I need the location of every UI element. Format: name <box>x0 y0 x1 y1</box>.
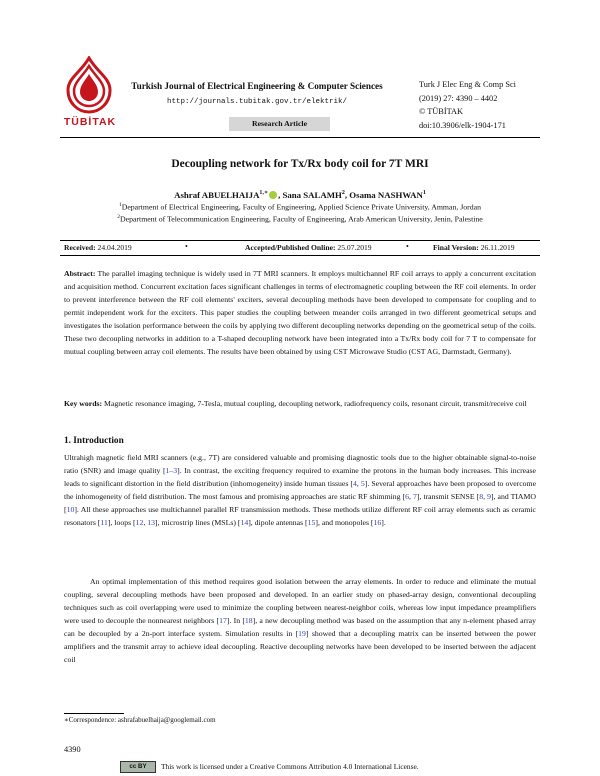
author-sup: 1,∗ <box>259 190 269 196</box>
citation-ref-link[interactable]: 16 <box>373 518 382 527</box>
abstract-text: The parallel imaging technique is widely used in 7T MRI scanners. It employs multichannel RF coil arrays to apply a concurrent excitation and acquisition method. Concurrent excitation faces significant challenges in terms of electromagnetic coupling between the RF coil elements. In order to prevent interference between the RF coil elements' exciters, several decoupling methods have been developed to compensate for coupling and to permit independent work for the exciters. This paper studies the coupling between meander coils arranged in two different geometrical setups and investigates the isolation performance between the coils by applying two different decoupling networks depending on the geometrical setup of the coils. These two decoupling networks in addition to a T-shaped decoupling network have been integrated into a Tx/Rx body coil for 7 T to compensate for mutual coupling between array coil elements. The results have been obtained by using CST Microwave Studio (CST AG, Darmstadt, Germany). <box>64 269 536 356</box>
citation-ref-link[interactable]: 4 <box>353 479 357 488</box>
keywords <box>64 397 536 410</box>
citation-publisher: © TÜBİTAK <box>419 107 463 116</box>
citation-ref-link[interactable]: 7 <box>413 492 417 501</box>
citation-ref-link[interactable]: 9 <box>487 492 491 501</box>
author-sup: 1 <box>422 190 426 196</box>
correspondence-footnote: ∗Correspondence: ashrafabuelhaija@googlemail.com <box>64 716 216 724</box>
paragraph-text: , <box>143 518 148 527</box>
cc-license-badge[interactable]: cc BY <box>120 761 156 773</box>
paragraph-text: ], and TIAMO [ <box>64 492 536 514</box>
paragraph-text: ]. In contrast, the exciting frequency required to examine the protons in the human body increases. This increase leads to significant distortion in the field distribution (inhomogeneity) inside human tissues [ <box>64 466 536 488</box>
paper-title: Decoupling network for Tx/Rx body coil for 7T MRI <box>171 158 429 170</box>
received-date <box>64 243 132 252</box>
paragraph-text: ] showed that a decoupling matrix can be inserted between the power amplifiers and the transmit array to achieve ideal decoupling. Reactive decoupling networks have been developed to be inserted between the adjacent coil <box>64 629 536 664</box>
abstract-label: Abstract: <box>64 269 96 278</box>
affiliation-sup: 1 <box>118 202 122 208</box>
journal-url-link[interactable]: http://journals.tubitak.gov.tr/elektrik/ <box>166 98 348 106</box>
citation-doi-link[interactable]: doi:10.3906/elk-1904-171 <box>419 121 506 130</box>
citation-ref-link[interactable]: 15 <box>307 518 316 527</box>
affiliation <box>60 202 540 212</box>
received-label: Received: <box>64 243 96 252</box>
paragraph-text: , <box>356 479 361 488</box>
author-separator: , <box>278 189 281 200</box>
paragraph-text: ], microstrip lines (MSLs) [ <box>155 518 241 527</box>
abstract <box>64 267 536 358</box>
author-name: Ashraf ABUELHAIJA <box>174 189 260 200</box>
final-value: 26.11.2019 <box>480 243 515 252</box>
paragraph-text: ], and monopoles [ <box>315 518 374 527</box>
citation-ref-link[interactable]: 17 <box>219 616 227 625</box>
paragraph-text: ], loops [ <box>107 518 136 527</box>
dates-divider-top <box>60 240 540 241</box>
citation-ref-link[interactable]: 5 <box>360 479 365 488</box>
date-bullet: • <box>185 242 188 251</box>
affiliation-text: Department of Telecommunication Engineering, Faculty of Engineering, Arab American University, Jenin, Palestine <box>119 214 483 224</box>
orcid-icon[interactable] <box>269 191 277 199</box>
journal-name: Turkish Journal of Electrical Engineering & Computer Sciences <box>131 81 383 91</box>
article-type-badge: Research Article <box>229 117 330 131</box>
citation-ref-link[interactable]: 14 <box>240 518 249 527</box>
paragraph-text: Ultrahigh magnetic field MRI scanners (e.g., 7T) are considered valuable and promising diagnostic tools due to the higher obtainable signal-to-noise ratio (SNR) and image quality [ <box>64 453 536 475</box>
citation-ref-link[interactable]: 1–3 <box>165 466 178 475</box>
keywords-text: Magnetic resonance imaging, 7-Tesla, mutual coupling, decoupling network, radiofrequency coils, resonant circuit, transmit/receive coil <box>104 399 527 408</box>
keywords-label: Key words: <box>64 399 103 408</box>
paragraph-text: ], dipole antennas [ <box>248 518 308 527</box>
accepted-date <box>245 243 372 252</box>
affiliation-text: Department of Electrical Engineering, Faculty of Engineering, Applied Science Private University, Amman, Jordan <box>121 202 482 212</box>
accepted-value: 25.07.2019 <box>337 243 372 252</box>
paragraph-text: ]. All these approaches use multichannel parallel RF transmission methods. These methods utilize different RF coil array elements such as ceramic resonators [ <box>64 505 536 527</box>
citation-ref-link[interactable]: 18 <box>244 616 253 625</box>
author-name: Osama NASHWAN <box>349 189 423 200</box>
dates-divider-bottom <box>60 255 540 256</box>
citation-journal: Turk J Elec Eng & Comp Sci <box>419 80 516 89</box>
date-bullet: • <box>406 242 409 251</box>
citation-ref-link[interactable]: 13 <box>147 518 155 527</box>
paragraph-text: , <box>483 492 488 501</box>
received-value: 24.04.2019 <box>97 243 132 252</box>
citation-ref-link[interactable]: 19 <box>298 629 306 638</box>
paragraph-text: ]. Several approaches have been proposed to overcome the inhomogeneity of field distribution. The most famous and promising approaches are static RF shimming [ <box>64 479 537 501</box>
intro-paragraph-1 <box>64 451 536 529</box>
tubitak-logo-icon <box>66 56 112 114</box>
license-text: This work is licensed under a Creative Commons Attribution 4.0 International License. <box>161 762 419 771</box>
paragraph-text: ]. <box>381 518 386 527</box>
page-number: 4390 <box>64 745 81 754</box>
author-name: Sana SALAMH <box>282 189 342 200</box>
paragraph-text: ]. In [ <box>226 616 245 625</box>
author-list <box>60 189 540 200</box>
affiliation <box>60 214 540 224</box>
citation-ref-link[interactable]: 12 <box>135 518 144 527</box>
paragraph-text: ], a new decoupling method was based on the assumption that any n-element phased array can be decoupled by a 2n-port interface system. Simulation results in [ <box>64 616 536 638</box>
header-divider <box>60 137 540 138</box>
citation-volume-pages: (2019) 27: 4390 – 4402 <box>419 94 498 103</box>
citation-ref-link[interactable]: 6 <box>405 492 410 501</box>
accepted-label: Accepted/Published Online: <box>245 243 336 252</box>
paragraph-text: , <box>409 492 413 501</box>
paragraph-text: ], transmit SENSE [ <box>416 492 480 501</box>
affiliation-sup: 2 <box>117 214 120 220</box>
section-heading: 1. Introduction <box>64 436 124 446</box>
author-sup: 2 <box>341 190 345 196</box>
citation-ref-link[interactable]: 8 <box>479 492 484 501</box>
logo-wordmark: TÜBİTAK <box>63 116 117 128</box>
footnote-divider <box>64 713 124 714</box>
final-label: Final Version: <box>433 243 479 252</box>
final-date <box>433 243 515 252</box>
intro-paragraph-2 <box>64 575 536 666</box>
citation-ref-link[interactable]: 10 <box>66 505 75 514</box>
author-separator: , <box>344 189 348 200</box>
citation-ref-link[interactable]: 11 <box>100 518 108 527</box>
paragraph-text: An optimal implementation of this method requires good isolation between the array elements. In order to reduce and eliminate the mutual coupling, several decoupling methods have been proposed and developed. In an earlier study on phased-array design, conventional decoupling techniques such as coil overlapping were used to minimize the coupling between nearest-neighbor coils, whereas low input impedance preamplifiers were used to decouple the nonnearest neighbors [ <box>64 577 536 625</box>
